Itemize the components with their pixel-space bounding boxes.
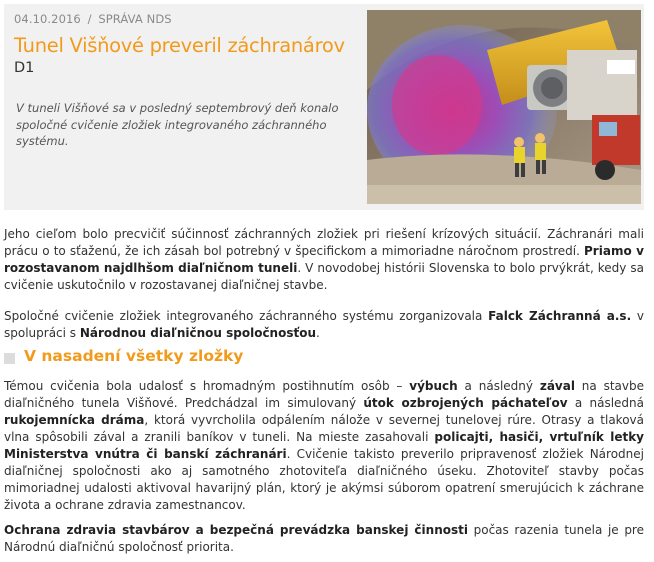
article-subtitle: D1 <box>14 60 35 76</box>
article-category[interactable]: SPRÁVA NDS <box>98 12 172 26</box>
section-heading <box>4 348 644 372</box>
emphasis: útok ozbrojených páchateľov <box>363 396 568 410</box>
article-meta <box>14 12 172 26</box>
article-date: 04.10.2016 <box>14 12 81 26</box>
tunnel-rescue-photo <box>367 10 641 204</box>
emphasis: policajti, hasiči, vrtuľník letky Ministerstva vnútra či banskí záchranári <box>4 430 644 461</box>
paragraph-priority: Ochrana zdravia stavbárov a bezpečná prevádzka banskej činnosti počas razenia tunela je pre Národnú diaľničnú spoločnosť priorita. <box>4 523 644 554</box>
paragraph-intro: Jeho cieľom bolo precvičiť súčinnosť záchranných zložiek pri riešení krízových situácií. Záchranári mali prácu o to sťaženú, že ich zásah bol potrebný v špecifickom a mimoriadne náročnom prostredí. Priamo v rozostavanom najdlhšom diaľničnom tuneli. V novodobej histórii Slovenska to bolo prvýkrát, kedy sa cvičenie uskutočnilo v rozostavanej diaľničnej stavbe. <box>4 227 644 292</box>
emphasis: Ochrana zdravia stavbárov a bezpečná prevádzka banskej činnosti <box>4 523 468 537</box>
emphasis: Falck Záchranná a.s. <box>488 309 632 323</box>
paragraph-organizer: Spoločné cvičenie zložiek integrovaného záchranného systému zorganizovala Falck Záchranná a.s. v spolupráci s Národnou diaľničnou spoločnosťou. <box>4 309 644 340</box>
emphasis: Priamo v rozostavanom najdlhšom diaľničnom tuneli <box>4 244 644 275</box>
article-lead: V tuneli Višňové sa v posledný septembrový deň konalo spoločné cvičenie zložiek integrovaného záchranného systému. <box>16 101 339 148</box>
paragraph-scenario: Témou cvičenia bola udalosť s hromadným postihnutím osôb – výbuch a následný zával na stavbe diaľničného tunela Višňové. Predchádzal im simulovaný útok ozbrojených páchateľov a následná rukojemnícka dráma, ktorá vyvrcholila odpálením nálože v severnej tunelovej rúre. Otrasy a tlaková vlna spôsobili zával a zranili baníkov v tuneli. Na mieste zasahovali policajti, hasiči, vrtuľník letky Ministerstva vnútra či banskí záchranári. Cvičenie takisto preverilo pripravenosť zložiek Národnej diaľničnej spoločnosti ako aj samotného zhotoviteľa diaľničného úseku. Zhotoviteľ stavby počas mimoriadnej udalosti aktivoval havarijný plán, ktorý je akýmsi súborom opatrení smerujúcich k záchrane života a ochrane zdravia zamestnancov. <box>4 379 645 512</box>
emphasis: zával <box>539 379 575 393</box>
meta-separator: / <box>87 12 92 26</box>
section-heading-text: V nasadení všetky zložky <box>24 347 244 365</box>
emphasis: Národnou diaľničnou spoločnosťou <box>79 326 317 340</box>
emphasis: rukojemnícka dráma <box>4 413 145 427</box>
square-bullet-icon <box>4 353 15 364</box>
emphasis: výbuch <box>409 379 458 393</box>
article-title: Tunel Višňové preveril záchranárov <box>14 34 345 57</box>
article-header <box>4 4 644 210</box>
